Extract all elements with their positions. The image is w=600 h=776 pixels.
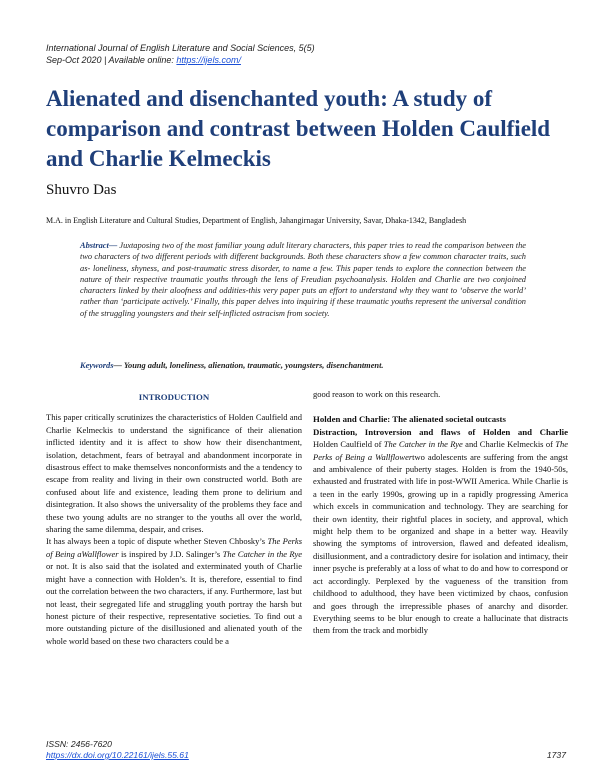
keywords-text: — Young adult, loneliness, alienation, traumatic, youngsters, disenchantment. [113,361,384,370]
author-name: Shuvro Das [46,182,117,198]
page-footer [46,739,566,761]
left-column [46,388,302,647]
intro-paragraph-2 [46,535,302,647]
spacer [313,400,568,413]
doi-link[interactable]: https://dx.doi.org/10.22161/ijels.55.61 [46,750,189,760]
page-number: 1737 [546,750,566,760]
abstract [80,240,526,319]
issue-date-line [46,54,566,66]
keywords-label: Keywords [80,361,114,370]
journal-name: International Journal of English Literature and Social Sciences, 5(5) [46,43,315,53]
intro-paragraph-end: good reason to work on this research. [313,389,441,399]
issue-date: Sep-Oct 2020 | Available online: [46,55,177,65]
issn: ISSN: 2456-7620 [46,739,112,749]
intro-p2-text-a: It has always been a topic of dispute whether Steven Chbosky’s [46,536,268,547]
abstract-text: Juxtaposing two of the most familiar young adult literary characters, this paper tries to read the comparison between the two characters of two different periods with different backgrounds. Both these characters show a few common character traits, such as- loneliness, shyness, and post-traumatic stress disorder, to name a few. This paper tends to explore the connection between the nature of their respective traumatic youths through the lens of Freudian psychoanalysis. Holden and Charlie are two conjoined characters linked by their aloofness and oddities-this very paper puts an effort to understand why they want to ‘observe the world’ rather than ‘participate actively.’ Finally, this paper delves into inquiring if these traumatic youths represent the universal condition of the struggling youngsters and their self-inflicted ostracism from society. [80,241,526,318]
book-title-catcher: The Catcher in the Rye [222,548,303,559]
paper-title: Alienated and disenchanted youth: A study of comparison and contrast between Holden Caulfield and Charlie Kelmeckis [46,86,551,171]
body-p1-text-a: Holden Caulfield of [313,439,384,450]
intro-paragraph-1: This paper critically scrutinizes the characteristics of Holden Caulfield and Charlie Kelmeckis to understand the significance of their alienation inflicted identity and it is affect to show how their disenchantment, isolation, detachment, fears of betrayal and abandonment incorporate in disastrous effect to make themselves nonconformists and the a tendency to escape from reality and living in their own constructed world. Both are confused about life and existence, leading them prone to delirium and disintegration. It also shows the universality of the problems they face and these two young adults are no stranger to the youths all over the world, sharing the same dilemma, despair, and crises. [46,412,302,535]
book-title-catcher-2: The Catcher in the Rye [383,439,463,450]
book-title-perks: The Perks of Being aWallflower [46,536,302,559]
intro-p2-text-c: is inspired by J.D. Salinger’s [118,548,223,559]
section-heading-outcasts: Holden and Charlie: The alienated societal outcasts [313,414,506,425]
author-affiliation: M.A. in English Literature and Cultural Studies, Department of English, Jahangirnagar University, Savar, Dhaka-1342, Bangladesh [46,216,467,225]
body-p1-text-c: and Charlie Kelmeckis of [462,439,556,450]
abstract-label: Abstract [80,241,109,250]
abstract-dash: — [108,241,120,250]
intro-p2-text-e: or not. It is also said that the isolated and exterminated youth of Charlie might have a connection with Holden’s. It is, therefore, essential to find out the correlation between the two characters, if any. Furthermore, last but not least, their segregated life and struggling youth portray the harsh but honest picture of their respective, representative societies. To find out a more outstanding picture of the disillusioned and alienated youth of the whole world based on these two characters could be a [46,561,302,646]
keywords [80,360,526,371]
subsection-heading-distraction: Distraction, Introversion and flaws of Holden and Charlie [313,426,568,437]
journal-header [46,42,566,66]
right-column [313,388,568,637]
book-title-perks-2: The Perks of Being a Wallflower [313,439,568,462]
body-paragraph-1 [313,438,568,637]
body-p1-text-e: two adolescents are suffering from the angst and ambivalence of their puberty stages. Holden is from the 1940-50s, exhausted and frustrated with life in post-WWII America. While Charlie is a teen in the early 1990s, growing up in a rapidly progressing America which excels in communication and technology. They are searching for their own identity, their rightful places in society, and approval, which might help them to be organized and shape in a better way. Heavily showing the symptoms of introversion, flawed and defeated idealism, disillusionment, and a contradictory desire for isolation and intimacy, their inner psyche is preferably at a loss of what to do and how to correspond or act accordingly. Perplexed by the vagueness of the transition from childhood to adulthood, they have been victimized by chaos, confusion and goes through the irrepressible phases of anarchy and disorder. Everything seems to be blur enough to create a hallucinate that distracts them from the track and morbidly [313,451,569,636]
section-heading-introduction: INTRODUCTION [138,392,210,402]
journal-url-link[interactable]: https://ijels.com/ [176,55,241,65]
